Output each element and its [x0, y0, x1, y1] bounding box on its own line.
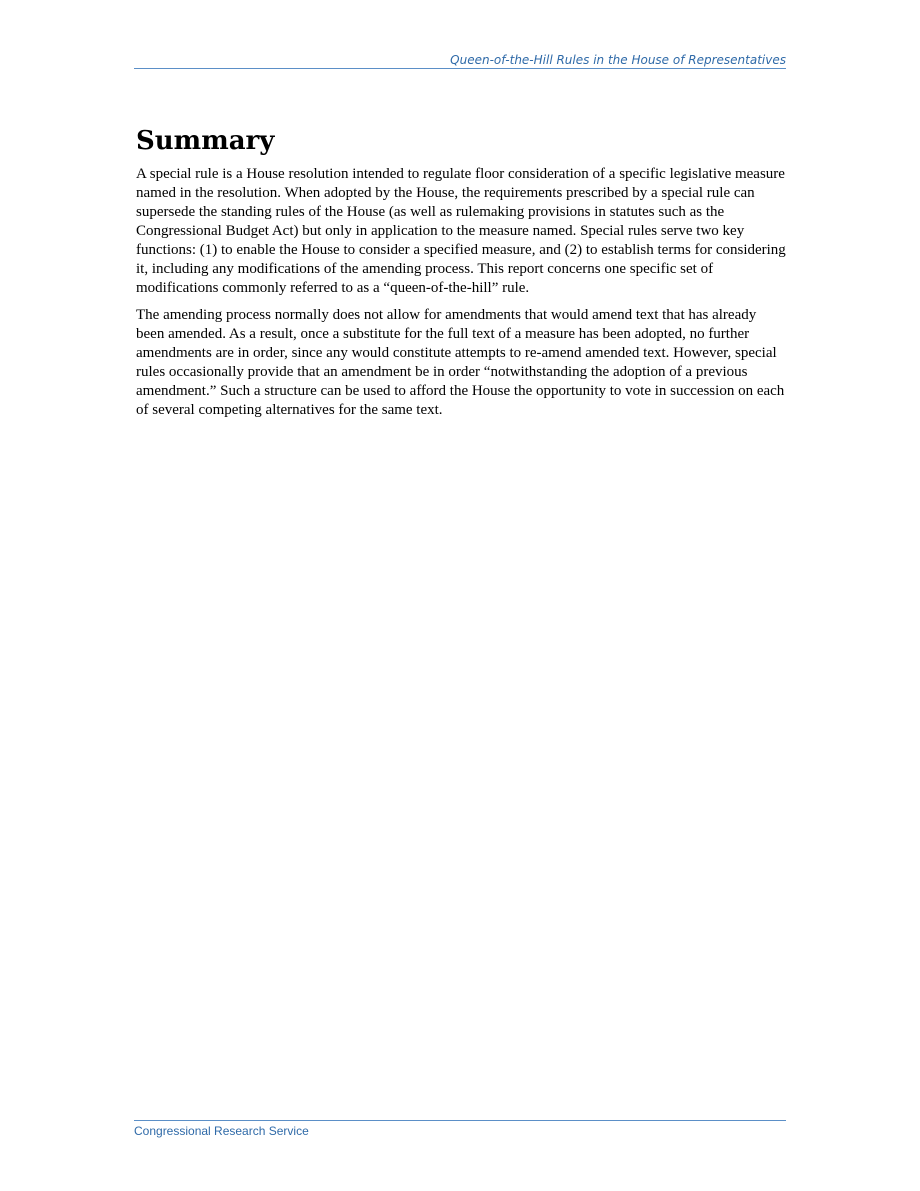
summary-paragraph: A special rule is a House resolution intended to regulate floor consideration of a specific legislative measure named in the resolution. When adopted by the House, the requirements prescribed by a special rule can supersede the standing rules of the House (as well as rulemaking provisions in statutes such as the Congressional Budget Act) but only in application to the measure named. Special rules serve two key functions: (1) to enable the House to consider a specified measure, and (2) to establish terms for considering it, including any modifications of the amending process. This report concerns one specific set of modifications commonly referred to as a “queen-of-the-hill” rule.: [136, 166, 786, 296]
running-header: [134, 53, 786, 69]
section-heading-summary: Summary: [136, 126, 275, 156]
running-footer: [134, 1120, 786, 1139]
summary-paragraph: The amending process normally does not allow for amendments that would amend text that has already been amended. As a result, once a substitute for the full text of a measure has been adopted, no further amendments are in order, since any would constitute attempts to re-amend amended text. However, special rules occasionally provide that an amendment be in order “notwithstanding the adoption of a previous amendment.” Such a structure can be used to afford the House the opportunity to vote in succession on each of several competing alternatives for the same text.: [136, 307, 785, 418]
footer-organization: Congressional Research Service: [134, 1124, 309, 1138]
page-content: [136, 122, 788, 428]
running-header-title: Queen-of-the-Hill Rules in the House of Representatives: [450, 53, 786, 67]
